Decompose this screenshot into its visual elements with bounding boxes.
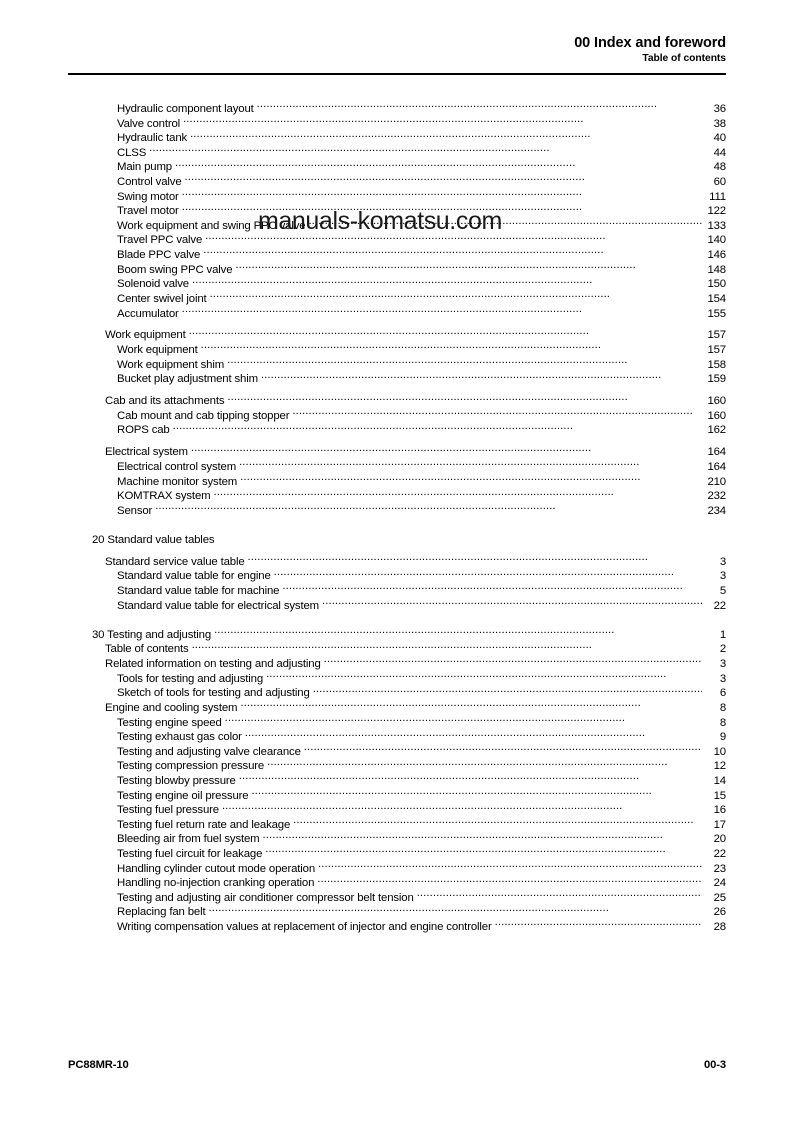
toc-entry-label: Travel PPC valve: [117, 234, 203, 247]
toc-entry-page-number: 122: [707, 205, 726, 218]
toc-dot-leader: [261, 371, 702, 382]
toc-entry-label: Boom swing PPC valve: [117, 263, 233, 276]
toc-entry[interactable]: [68, 773, 726, 788]
toc-entry-label: Electrical system: [105, 446, 188, 459]
toc-entry-label: Testing compression pressure: [117, 760, 265, 773]
toc-entry-label: Control valve: [117, 176, 182, 189]
toc-entry-page-number: 158: [707, 358, 726, 371]
toc-entry-page-number: 40: [713, 132, 726, 145]
toc-dot-leader: [324, 656, 702, 667]
toc-entry[interactable]: [68, 861, 726, 876]
toc-dot-leader: [240, 700, 702, 711]
toc-dot-leader: [313, 685, 702, 696]
toc-entry[interactable]: [68, 174, 726, 189]
toc-entry[interactable]: [68, 503, 726, 518]
toc-dot-leader: [417, 890, 702, 901]
toc-dot-leader: [317, 875, 702, 886]
toc-entry-page-number: 111: [709, 190, 726, 203]
toc-entry-page-number: 148: [707, 263, 726, 276]
toc-dot-leader: [235, 262, 702, 273]
toc-entry-page-number: 6: [719, 687, 726, 700]
toc-entry[interactable]: [68, 488, 726, 503]
toc-dot-leader: [190, 130, 702, 141]
toc-entry[interactable]: [68, 656, 726, 671]
toc-entry-label: Valve control: [117, 117, 181, 130]
toc-entry[interactable]: [68, 357, 726, 372]
toc-dot-leader: [191, 444, 702, 455]
toc-dot-leader: [245, 729, 702, 740]
toc-entry-label: Work equipment: [105, 329, 186, 342]
toc-dot-leader: [293, 817, 702, 828]
toc-entry-page-number: 146: [707, 249, 726, 262]
toc-dot-leader: [175, 159, 702, 170]
toc-entry-label: Testing fuel pressure: [117, 804, 219, 817]
toc-entry-page-number: 14: [713, 774, 726, 787]
toc-entry-page-number: 26: [713, 906, 726, 919]
toc-entry-label: Blade PPC valve: [117, 249, 201, 262]
toc-dot-leader: [227, 393, 702, 404]
toc-entry-page-number: 154: [707, 292, 726, 305]
toc-entry-label: Standard value table for electrical system: [117, 599, 319, 612]
toc-entry-label: Standard service value table: [105, 555, 245, 568]
toc-entry[interactable]: [68, 875, 726, 890]
toc-entry[interactable]: [68, 408, 726, 423]
toc-entry-page-number: 164: [707, 446, 726, 459]
toc-entry-label: Sketch of tools for testing and adjusting: [117, 687, 310, 700]
toc-entry-page-number: 28: [713, 921, 726, 934]
toc-entry-label: Replacing fan belt: [117, 906, 206, 919]
page-header: [68, 36, 726, 65]
toc-entry-page-number: 38: [713, 117, 726, 130]
toc-entry-label: Testing fuel circuit for leakage: [117, 848, 263, 861]
toc-entry-page-number: 157: [707, 329, 726, 342]
toc-entry-label: Work equipment: [117, 344, 198, 357]
toc-entry[interactable]: [68, 459, 726, 474]
toc-entry-label: Swing motor: [117, 190, 179, 203]
toc-dot-leader: [192, 641, 702, 652]
toc-dot-leader: [265, 846, 702, 857]
header-divider: [68, 73, 726, 75]
toc-entry-label: Cab mount and cab tipping stopper: [117, 409, 290, 422]
toc-entry-label: Related information on testing and adjusting: [105, 658, 321, 671]
toc-entry[interactable]: [68, 159, 726, 174]
toc-entry[interactable]: [68, 583, 726, 598]
toc-entry-label: Cab and its attachments: [105, 395, 225, 408]
toc-entry-label: Standard value table for machine: [117, 585, 280, 598]
toc-dot-leader: [227, 357, 702, 368]
toc-entry[interactable]: [68, 758, 726, 773]
toc-entry[interactable]: [68, 291, 726, 306]
toc-entry[interactable]: [68, 568, 726, 583]
toc-entry-label: Testing exhaust gas color: [117, 731, 242, 744]
toc-entry-label: Center swivel joint: [117, 292, 207, 305]
toc-entry-label: 20 Standard value tables: [92, 533, 215, 546]
page-footer: [68, 1059, 726, 1071]
toc-dot-leader: [189, 327, 702, 338]
toc-entry-page-number: 3: [719, 658, 726, 671]
toc-dot-leader: [203, 247, 702, 258]
toc-entry-label: Testing and adjusting valve clearance: [117, 745, 301, 758]
toc-dot-leader: [239, 773, 702, 784]
toc-entry-label: Testing and adjusting air conditioner compressor belt tension: [117, 891, 414, 904]
toc-entry-page-number: 234: [707, 504, 726, 517]
toc-dot-leader: [173, 422, 702, 433]
toc-entry-label: Tools for testing and adjusting: [117, 672, 264, 685]
toc-entry-label: Engine and cooling system: [105, 701, 238, 714]
toc-dot-leader: [214, 627, 702, 638]
toc-entry-label: Writing compensation values at replacement of injector and engine controller: [117, 921, 492, 934]
toc-entry-page-number: 140: [707, 234, 726, 247]
toc-entry[interactable]: [68, 116, 726, 131]
toc-entry[interactable]: [68, 145, 726, 160]
toc-entry[interactable]: [68, 890, 726, 905]
toc-dot-leader: [239, 459, 702, 470]
toc-entry[interactable]: [68, 276, 726, 291]
toc-entry[interactable]: [68, 715, 726, 730]
toc-entry[interactable]: [68, 474, 726, 489]
toc-entry-label: Bucket play adjustment shim: [117, 373, 258, 386]
toc-dot-leader: [257, 101, 702, 112]
toc-dot-leader: [213, 488, 702, 499]
toc-dot-leader: [274, 568, 702, 579]
toc-dot-leader: [263, 831, 702, 842]
toc-entry[interactable]: [68, 532, 726, 547]
toc-entry-page-number: 22: [713, 848, 726, 861]
toc-entry-label: Testing engine speed: [117, 716, 222, 729]
toc-entry-page-number: 155: [707, 307, 726, 320]
toc-entry-page-number: 157: [707, 344, 726, 357]
toc-entry-label: Hydraulic tank: [117, 132, 188, 145]
watermark-text: manuals-komatsu.com: [258, 207, 502, 235]
toc-entry-label: 30 Testing and adjusting: [92, 628, 212, 641]
toc-entry[interactable]: [68, 189, 726, 204]
toc-dot-leader: [182, 189, 702, 200]
toc-entry-label: Machine monitor system: [117, 475, 238, 488]
toc-entry-page-number: 24: [713, 877, 726, 890]
toc-dot-leader: [222, 802, 702, 813]
toc-dot-leader: [201, 342, 702, 353]
toc-entry-page-number: 12: [713, 760, 726, 773]
toc-entry-page-number: 10: [713, 745, 726, 758]
toc-entry-page-number: 3: [719, 570, 726, 583]
toc-dot-leader: [240, 474, 702, 485]
toc-entry[interactable]: [68, 130, 726, 145]
toc-entry-page-number: 17: [713, 818, 726, 831]
toc-entry-page-number: 25: [713, 891, 726, 904]
toc-dot-leader: [183, 116, 702, 127]
toc-entry[interactable]: [68, 744, 726, 759]
toc-entry-page-number: 210: [707, 475, 726, 488]
toc-entry[interactable]: [68, 641, 726, 656]
toc-entry[interactable]: [68, 393, 726, 408]
toc-dot-leader: [192, 276, 702, 287]
footer-page-number: 00-3: [704, 1059, 726, 1071]
toc-entry[interactable]: [68, 262, 726, 277]
toc-entry-label: Handling cylinder cutout mode operation: [117, 862, 316, 875]
toc-entry-label: Electrical control system: [117, 460, 237, 473]
toc-dot-leader: [267, 758, 702, 769]
toc-entry-label: Sensor: [117, 504, 153, 517]
toc-entry[interactable]: [68, 919, 726, 934]
toc-entry[interactable]: [68, 247, 726, 262]
toc-entry-page-number: 3: [719, 555, 726, 568]
toc-entry-page-number: 160: [707, 409, 726, 422]
toc-entry[interactable]: [68, 817, 726, 832]
toc-dot-leader: [209, 904, 703, 915]
toc-entry-page-number: 150: [707, 278, 726, 291]
toc-entry-label: Testing engine oil pressure: [117, 789, 249, 802]
toc-entry-page-number: 1: [719, 628, 726, 641]
toc-dot-leader: [155, 503, 702, 514]
toc-entry-page-number: 44: [713, 146, 726, 159]
toc-dot-leader: [185, 174, 702, 185]
toc-entry[interactable]: [68, 554, 726, 569]
toc-entry[interactable]: [68, 598, 726, 613]
toc-entry[interactable]: [68, 788, 726, 803]
toc-entry-label: Testing fuel return rate and leakage: [117, 818, 291, 831]
toc-entry[interactable]: [68, 101, 726, 116]
toc-entry[interactable]: [68, 422, 726, 437]
toc-dot-leader: [495, 919, 702, 930]
header-title: 00 Index and foreword: [574, 35, 726, 51]
toc-entry-label: Bleeding air from fuel system: [117, 833, 260, 846]
toc-dot-leader: [149, 145, 702, 156]
toc-dot-leader: [318, 861, 702, 872]
toc-entry-label: Work equipment shim: [117, 358, 225, 371]
toc-entry-page-number: 232: [707, 490, 726, 503]
toc-entry[interactable]: [68, 831, 726, 846]
toc-dot-leader: [304, 744, 702, 755]
toc-entry[interactable]: [68, 846, 726, 861]
toc-entry-page-number: 16: [713, 804, 726, 817]
toc-entry-label: Hydraulic component layout: [117, 103, 254, 115]
toc-entry[interactable]: [68, 671, 726, 686]
footer-model: PC88MR-10: [68, 1059, 129, 1071]
toc-entry-label: Testing blowby pressure: [117, 774, 236, 787]
toc-entry-label: Accumulator: [117, 307, 179, 320]
toc-entry-label: KOMTRAX system: [117, 490, 211, 503]
toc-entry[interactable]: [68, 627, 726, 642]
toc-entry-page-number: 164: [707, 460, 726, 473]
toc-entry-page-number: 133: [707, 219, 726, 232]
toc-entry-page-number: 162: [707, 424, 726, 437]
toc-entry-page-number: 2: [719, 643, 726, 656]
toc-dot-leader: [266, 671, 702, 682]
toc-entry-page-number: 23: [713, 862, 726, 875]
toc-entry[interactable]: [68, 342, 726, 357]
toc-entry-page-number: 9: [719, 731, 726, 744]
toc-entry-page-number: 8: [719, 716, 726, 729]
toc-entry[interactable]: [68, 306, 726, 321]
toc-entry[interactable]: [68, 802, 726, 817]
toc-entry[interactable]: [68, 729, 726, 744]
toc-entry[interactable]: [68, 685, 726, 700]
header-subtitle: Table of contents: [642, 53, 726, 64]
toc-entry[interactable]: [68, 444, 726, 459]
toc-entry-page-number: 15: [713, 789, 726, 802]
toc-dot-leader: [322, 598, 702, 609]
toc-entry-label: Travel motor: [117, 205, 179, 218]
toc-dot-leader: [248, 554, 702, 565]
toc-entry-page-number: 22: [713, 599, 726, 612]
toc-dot-leader: [210, 291, 702, 302]
toc-entry-page-number: 48: [713, 161, 726, 174]
toc-entry-page-number: 159: [707, 373, 726, 386]
toc-entry-page-number: 5: [719, 585, 726, 598]
toc-entry-page-number: 8: [719, 701, 726, 714]
toc-entry-label: Work equipment and swing PPC valve: [117, 219, 306, 232]
toc-entry[interactable]: [68, 700, 726, 715]
toc-entry-page-number: 3: [719, 672, 726, 685]
toc-entry-label: ROPS cab: [117, 424, 170, 437]
toc-entry-page-number: 20: [713, 833, 726, 846]
toc-entry-label: CLSS: [117, 146, 147, 159]
toc-entry-label: Handling no-injection cranking operation: [117, 877, 315, 890]
toc-dot-leader: [251, 788, 702, 799]
toc-entry-label: Solenoid valve: [117, 278, 189, 291]
toc-entry-page-number: 160: [707, 395, 726, 408]
toc-dot-leader: [182, 306, 702, 317]
toc-dot-leader: [225, 715, 702, 726]
toc-entry[interactable]: [68, 371, 726, 386]
toc-entry-label: Main pump: [117, 161, 172, 174]
toc-dot-leader: [282, 583, 702, 594]
toc-entry[interactable]: [68, 327, 726, 342]
toc-entry-label: Standard value table for engine: [117, 570, 271, 583]
toc-dot-leader: [292, 408, 702, 419]
toc-entry-label: Table of contents: [105, 643, 189, 656]
toc-entry-page-number: 36: [713, 103, 726, 115]
toc-entry[interactable]: [68, 904, 726, 919]
toc-entry-page-number: 60: [713, 176, 726, 189]
